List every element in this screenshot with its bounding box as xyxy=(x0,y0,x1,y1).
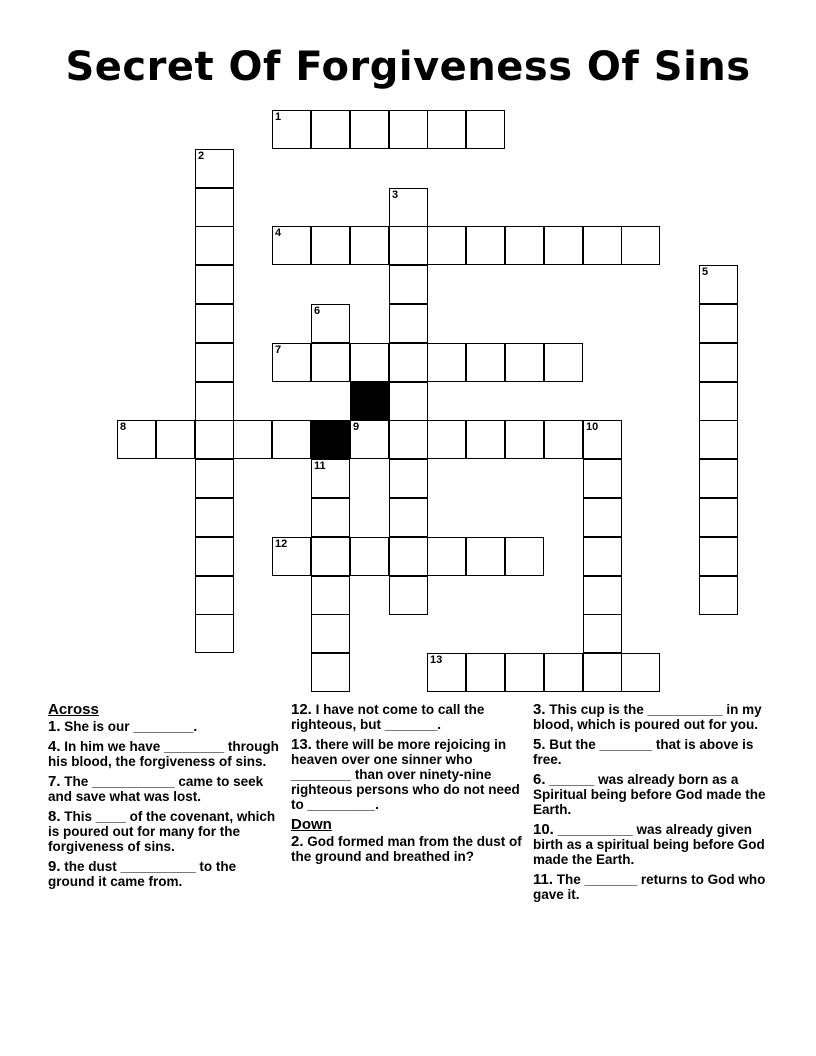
clue-item-text: In him we have ________ through his blood, the forgiveness of sins. xyxy=(48,739,279,769)
grid-cell[interactable] xyxy=(466,420,505,459)
grid-cell[interactable] xyxy=(272,226,311,265)
clue-item-text: This ____ of the covenant, which is poured out for many for the forgiveness of sins. xyxy=(48,809,276,854)
clue-item-text: there will be more rejoicing in heaven over one sinner who ________ than over ninety-nine righteous persons who do not need to _________. xyxy=(291,737,520,812)
clue-number: 10 xyxy=(586,421,599,433)
clue-item xyxy=(533,822,773,867)
grid-cell[interactable] xyxy=(311,614,350,653)
grid-cell[interactable] xyxy=(621,226,660,265)
grid-cell[interactable] xyxy=(505,420,544,459)
grid-cell[interactable] xyxy=(195,459,234,498)
clue-item-number: 12. xyxy=(291,701,312,718)
clue-number: 2 xyxy=(198,150,205,162)
clue-item-text: __________ was already given birth as a spiritual being before God made the Earth. xyxy=(533,822,765,867)
across-heading: Across xyxy=(48,701,99,718)
clue-item-text: The _______ returns to God who gave it. xyxy=(533,872,766,902)
grid-cell[interactable] xyxy=(583,459,622,498)
down-clue-list xyxy=(291,834,523,864)
grid-cell[interactable] xyxy=(272,420,311,459)
grid-cell[interactable] xyxy=(699,576,738,615)
grid-cell[interactable] xyxy=(427,110,466,149)
clue-item-number: 9. xyxy=(48,858,61,875)
clue-item xyxy=(533,872,773,902)
clue-item-number: 7. xyxy=(48,773,61,790)
grid-cell[interactable] xyxy=(427,653,466,692)
clue-number: 11 xyxy=(314,460,326,472)
grid-cell[interactable] xyxy=(195,188,234,227)
clue-item xyxy=(48,859,284,889)
grid-cell[interactable] xyxy=(505,537,544,576)
clue-column-2 xyxy=(291,702,523,869)
clue-item-number: 10. xyxy=(533,821,554,838)
grid-cell[interactable] xyxy=(389,382,428,421)
grid-cell[interactable] xyxy=(466,537,505,576)
grid-cell[interactable] xyxy=(156,420,195,459)
clue-item-number: 2. xyxy=(291,833,304,850)
clue-column-1 xyxy=(48,702,284,894)
grid-cell[interactable] xyxy=(272,537,311,576)
grid-cell[interactable] xyxy=(621,653,660,692)
grid-cell[interactable] xyxy=(350,420,389,459)
grid-cell[interactable] xyxy=(583,498,622,537)
grid-cell[interactable] xyxy=(505,226,544,265)
clue-item-text: the dust __________ to the ground it came from. xyxy=(48,859,237,889)
grid-cell[interactable] xyxy=(195,420,234,459)
grid-cell[interactable] xyxy=(699,459,738,498)
grid-cell[interactable] xyxy=(466,110,505,149)
grid-cell[interactable] xyxy=(389,110,428,149)
grid-cell[interactable] xyxy=(544,420,583,459)
clue-item xyxy=(48,809,284,854)
clue-item xyxy=(291,737,523,812)
grid-cell[interactable] xyxy=(389,304,428,343)
grid-cell[interactable] xyxy=(389,265,428,304)
clue-item-text: This cup is the __________ in my blood, which is poured out for you. xyxy=(533,702,762,732)
grid-cell[interactable] xyxy=(389,498,428,537)
grid-cell[interactable] xyxy=(544,653,583,692)
grid-cell[interactable] xyxy=(699,382,738,421)
grid-cell[interactable] xyxy=(389,188,428,227)
grid-cell[interactable] xyxy=(583,614,622,653)
clue-number: 8 xyxy=(120,421,127,433)
grid-cell[interactable] xyxy=(583,420,622,459)
grid-cell[interactable] xyxy=(699,498,738,537)
clue-item-number: 13. xyxy=(291,736,312,753)
clue-item-number: 4. xyxy=(48,738,61,755)
clue-number: 3 xyxy=(392,189,399,201)
grid-cell[interactable] xyxy=(466,653,505,692)
grid-cell[interactable] xyxy=(466,343,505,382)
grid-cell[interactable] xyxy=(233,420,272,459)
grid-cell[interactable] xyxy=(505,343,544,382)
clue-item xyxy=(291,702,523,732)
grid-cell[interactable] xyxy=(583,226,622,265)
grid-cell[interactable] xyxy=(427,420,466,459)
clue-item-text: But the _______ that is above is free. xyxy=(533,737,754,767)
down-clue-list-cont xyxy=(533,702,773,902)
puzzle-title: Secret Of Forgiveness Of Sins xyxy=(65,44,751,90)
clue-item xyxy=(48,774,284,804)
clue-item-text: She is our ________. xyxy=(64,719,198,734)
clue-item-number: 1. xyxy=(48,718,61,735)
grid-cell[interactable] xyxy=(195,304,234,343)
grid-cell[interactable] xyxy=(389,537,428,576)
grid-cell[interactable] xyxy=(311,343,350,382)
clue-item xyxy=(533,772,773,817)
clue-item xyxy=(533,737,773,767)
grid-cell[interactable] xyxy=(583,537,622,576)
clue-item-text: ______ was already born as a Spiritual being before God made the Earth. xyxy=(533,772,766,817)
clue-number: 1 xyxy=(275,111,282,123)
grid-cell[interactable] xyxy=(195,382,234,421)
grid-cell[interactable] xyxy=(195,226,234,265)
clue-column-3 xyxy=(533,702,773,907)
clue-item xyxy=(291,834,523,864)
clue-item-number: 11. xyxy=(533,871,554,888)
clue-number: 13 xyxy=(430,654,443,666)
grid-cell[interactable] xyxy=(699,304,738,343)
grid-cell[interactable] xyxy=(195,576,234,615)
clue-item-text: The ___________ came to seek and save what was lost. xyxy=(48,774,264,804)
grid-cell[interactable] xyxy=(505,653,544,692)
grid-cell[interactable] xyxy=(427,226,466,265)
down-heading: Down xyxy=(291,816,332,833)
grid-cell[interactable] xyxy=(389,576,428,615)
clue-number: 7 xyxy=(275,344,282,356)
across-clue-list xyxy=(48,719,284,889)
clue-item-text: I have not come to call the righteous, but _______. xyxy=(291,702,485,732)
grid-cell[interactable] xyxy=(195,265,234,304)
grid-cell[interactable] xyxy=(699,537,738,576)
clue-number: 12 xyxy=(275,538,288,550)
grid-cell[interactable] xyxy=(350,226,389,265)
grid-cell[interactable] xyxy=(350,110,389,149)
grid-cell[interactable] xyxy=(389,420,428,459)
grid-cell[interactable] xyxy=(389,226,428,265)
grid-cell[interactable] xyxy=(389,459,428,498)
clue-number: 4 xyxy=(275,227,282,239)
grid-cell[interactable] xyxy=(195,537,234,576)
grid-cell[interactable] xyxy=(544,226,583,265)
grid-cell[interactable] xyxy=(427,537,466,576)
grid-cell[interactable] xyxy=(195,614,234,653)
grid-cell[interactable] xyxy=(195,343,234,382)
grid-cell[interactable] xyxy=(389,343,428,382)
clue-item xyxy=(48,739,284,769)
grid-cell[interactable] xyxy=(311,110,350,149)
clue-item xyxy=(48,719,284,734)
grid-cell[interactable] xyxy=(272,343,311,382)
grid-cell[interactable] xyxy=(272,110,311,149)
grid-cell[interactable] xyxy=(117,420,156,459)
black-square xyxy=(311,420,350,459)
black-square xyxy=(350,382,389,421)
grid-cell[interactable] xyxy=(699,265,738,304)
grid-cell[interactable] xyxy=(583,576,622,615)
grid-cell[interactable] xyxy=(311,576,350,615)
grid-cell[interactable] xyxy=(427,343,466,382)
clue-item-number: 8. xyxy=(48,808,61,825)
grid-cell[interactable] xyxy=(311,226,350,265)
grid-cell[interactable] xyxy=(350,343,389,382)
grid-cell[interactable] xyxy=(311,537,350,576)
grid-cell[interactable] xyxy=(350,537,389,576)
grid-cell[interactable] xyxy=(311,459,350,498)
grid-cell[interactable] xyxy=(466,226,505,265)
grid-cell[interactable] xyxy=(699,343,738,382)
across-clue-list-cont xyxy=(291,702,523,812)
clue-item-number: 6. xyxy=(533,771,546,788)
grid-cell[interactable] xyxy=(699,420,738,459)
clue-number: 5 xyxy=(702,266,709,278)
clue-item xyxy=(533,702,773,732)
grid-cell[interactable] xyxy=(195,498,234,537)
clue-number: 6 xyxy=(314,305,321,317)
grid-cell[interactable] xyxy=(311,498,350,537)
clue-item-number: 3. xyxy=(533,701,546,718)
grid-cell[interactable] xyxy=(195,149,234,188)
grid-cell[interactable] xyxy=(583,653,622,692)
clue-number: 9 xyxy=(353,421,360,433)
grid-cell[interactable] xyxy=(311,304,350,343)
clue-item-number: 5. xyxy=(533,736,546,753)
clue-item-text: God formed man from the dust of the ground and breathed in? xyxy=(291,834,522,864)
grid-cell[interactable] xyxy=(544,343,583,382)
grid-cell[interactable] xyxy=(311,653,350,692)
